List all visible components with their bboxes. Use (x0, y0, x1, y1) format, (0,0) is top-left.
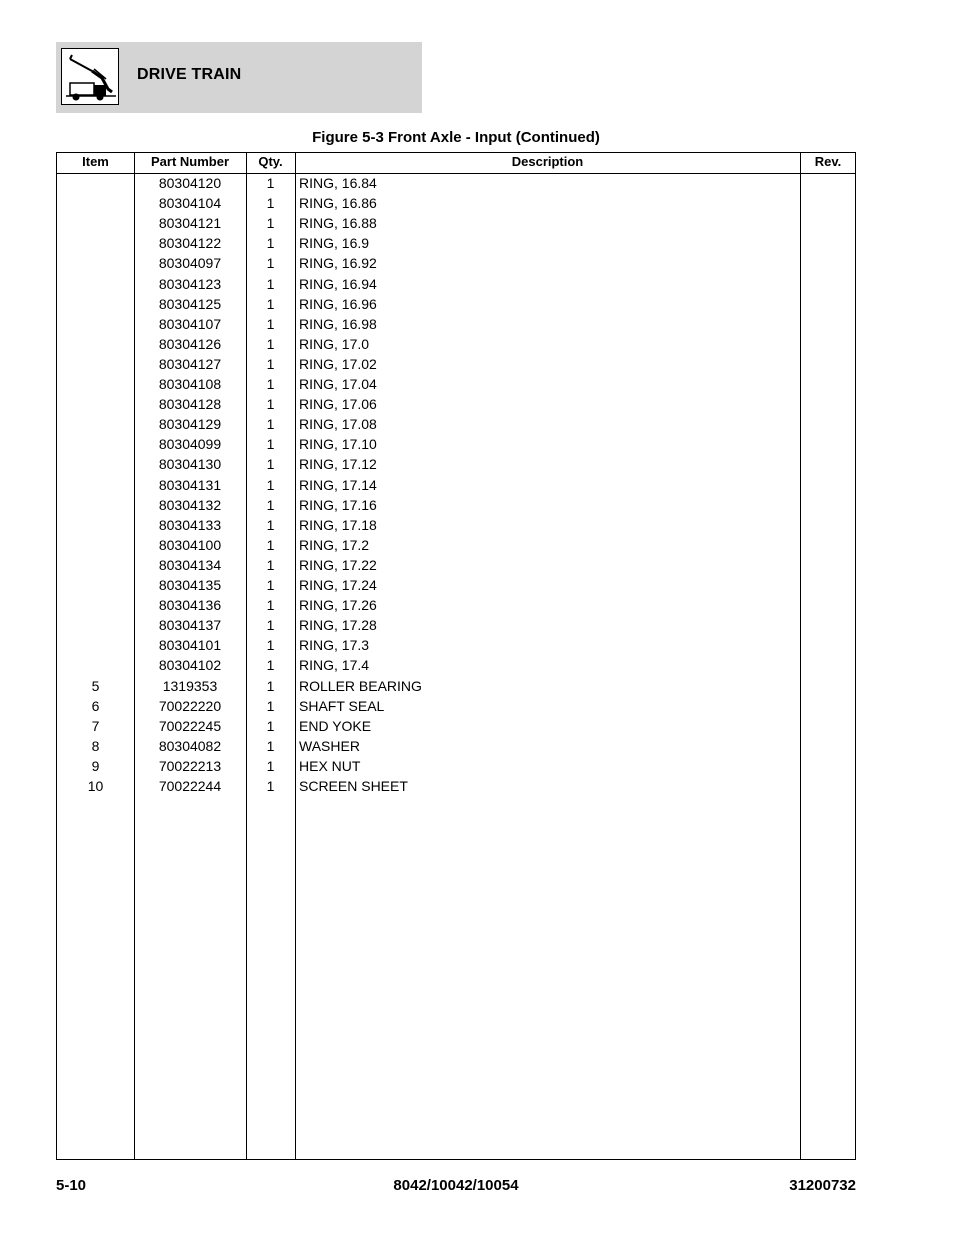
qty-cell: 1 (266, 376, 275, 392)
section-header (56, 42, 422, 113)
rev-cell (800, 575, 856, 595)
table-row (57, 615, 855, 635)
item-cell: 10 (87, 778, 104, 794)
description-cell: RING, 17.16 (299, 496, 377, 513)
table-row (57, 374, 855, 394)
item-cell (57, 655, 134, 675)
part-number-cell: 80304135 (158, 577, 222, 593)
description-cell: RING, 16.94 (299, 275, 377, 292)
description-cell: RING, 16.86 (299, 195, 377, 212)
qty-cell: 1 (266, 556, 275, 573)
part-number-cell: 80304131 (158, 476, 222, 493)
description-cell: RING, 16.98 (299, 315, 377, 332)
part-number-cell: 80304107 (158, 315, 222, 332)
rev-cell (800, 193, 856, 213)
part-number-cell: 80304120 (158, 175, 222, 191)
part-number-cell: 80304097 (158, 255, 222, 272)
item-cell (57, 294, 134, 314)
part-number-cell: 80304100 (158, 536, 222, 553)
item-cell (57, 213, 134, 233)
table-row (57, 394, 855, 414)
qty-cell: 1 (266, 335, 275, 352)
table-row (57, 515, 855, 535)
part-number-cell: 80304122 (158, 235, 222, 252)
table-row (57, 173, 855, 193)
table-row (57, 334, 855, 354)
description-cell: RING, 16.92 (299, 255, 377, 272)
rev-cell (800, 595, 856, 615)
rev-cell (800, 394, 856, 414)
page-number: 5-10 (56, 1177, 87, 1194)
table-row (57, 354, 855, 374)
item-cell: 9 (91, 757, 100, 774)
part-number-cell: 80304137 (158, 617, 222, 634)
item-cell (57, 434, 134, 454)
part-number-cell: 80304121 (158, 215, 222, 232)
item-cell (57, 555, 134, 575)
part-number-cell: 70022244 (158, 778, 222, 794)
rev-cell (800, 716, 856, 736)
table-row (57, 495, 855, 515)
qty-cell: 1 (266, 456, 275, 473)
item-cell (57, 394, 134, 414)
part-number-cell: 80304133 (158, 516, 222, 533)
part-number-cell: 80304127 (158, 355, 222, 372)
section-title: DRIVE TRAIN (137, 66, 242, 83)
item-cell (57, 615, 134, 635)
table-row (57, 575, 855, 595)
table-row (57, 555, 855, 575)
rev-cell (800, 314, 856, 334)
description-cell: RING, 17.24 (299, 577, 377, 593)
qty-cell: 1 (266, 315, 275, 332)
item-cell (57, 595, 134, 615)
description-cell: ROLLER BEARING (299, 677, 422, 694)
part-number-cell: 80304082 (158, 737, 222, 754)
rev-cell (800, 635, 856, 655)
rev-cell (800, 434, 856, 454)
table-row (57, 274, 855, 294)
part-number-cell: 80304099 (158, 436, 222, 453)
column-header-qty: Qty. (258, 154, 283, 169)
rev-cell (800, 173, 856, 193)
table-row (57, 454, 855, 474)
qty-cell: 1 (266, 416, 275, 433)
qty-cell: 1 (266, 597, 275, 614)
item-cell (57, 253, 134, 273)
rev-cell (800, 515, 856, 535)
column-header-description: Description (511, 154, 584, 169)
item-cell (57, 334, 134, 354)
description-cell: RING, 17.22 (299, 556, 377, 573)
qty-cell: 1 (266, 476, 275, 493)
part-number-cell: 80304129 (158, 416, 222, 433)
part-number-cell: 80304104 (158, 195, 222, 212)
item-cell: 8 (91, 737, 100, 754)
table-row (57, 716, 855, 736)
qty-cell: 1 (266, 436, 275, 453)
description-cell: RING, 17.28 (299, 617, 377, 634)
item-cell (57, 354, 134, 374)
item-cell (57, 635, 134, 655)
item-cell (57, 495, 134, 515)
description-cell: RING, 16.96 (299, 295, 377, 312)
rev-cell (800, 253, 856, 273)
rev-cell (800, 294, 856, 314)
description-cell: RING, 17.4 (299, 657, 370, 674)
item-cell (57, 193, 134, 213)
description-cell: RING, 17.02 (299, 355, 377, 372)
column-header-part-number: Part Number (150, 154, 230, 169)
description-cell: RING, 17.18 (299, 516, 377, 533)
rev-cell (800, 756, 856, 776)
table-row (57, 776, 855, 796)
description-cell: RING, 17.14 (299, 476, 377, 493)
description-cell: WASHER (299, 737, 360, 754)
table-row (57, 193, 855, 213)
qty-cell: 1 (266, 235, 275, 252)
description-cell: RING, 16.88 (299, 215, 377, 232)
item-cell (57, 314, 134, 334)
item-cell: 5 (91, 677, 100, 694)
rev-cell (800, 615, 856, 635)
description-cell: RING, 17.0 (299, 335, 370, 352)
description-cell: RING, 17.3 (299, 637, 370, 654)
boom-lift-icon (61, 48, 119, 105)
rev-cell (800, 475, 856, 495)
qty-cell: 1 (266, 757, 275, 774)
item-cell (57, 274, 134, 294)
part-number-cell: 70022213 (158, 757, 222, 774)
qty-cell: 1 (266, 496, 275, 513)
table-row (57, 655, 855, 675)
table-row (57, 696, 855, 716)
part-number-cell: 1319353 (162, 677, 218, 694)
part-number-cell: 80304126 (158, 335, 222, 352)
qty-cell: 1 (266, 677, 275, 694)
qty-cell: 1 (266, 215, 275, 232)
description-cell: RING, 17.04 (299, 376, 377, 392)
part-number-cell: 80304128 (158, 396, 222, 413)
qty-cell: 1 (266, 697, 275, 714)
item-cell (57, 414, 134, 434)
description-cell: RING, 17.08 (299, 416, 377, 433)
description-cell: RING, 16.84 (299, 175, 377, 191)
part-number-cell: 80304123 (158, 275, 222, 292)
description-cell: SHAFT SEAL (299, 697, 385, 714)
description-cell: RING, 17.2 (299, 536, 370, 553)
description-cell: RING, 17.06 (299, 396, 377, 413)
rev-cell (800, 495, 856, 515)
column-header-item: Item (82, 154, 109, 169)
table-row (57, 294, 855, 314)
rev-cell (800, 233, 856, 253)
model-numbers: 8042/10042/10054 (393, 1177, 519, 1194)
rev-cell (800, 676, 856, 696)
qty-cell: 1 (266, 778, 275, 794)
part-number-cell: 80304136 (158, 597, 222, 614)
part-number-cell: 80304134 (158, 556, 222, 573)
table-row (57, 475, 855, 495)
item-cell (57, 515, 134, 535)
qty-cell: 1 (266, 577, 275, 593)
description-cell: RING, 17.26 (299, 597, 377, 614)
qty-cell: 1 (266, 275, 275, 292)
qty-cell: 1 (266, 255, 275, 272)
rev-cell (800, 374, 856, 394)
table-row (57, 635, 855, 655)
qty-cell: 1 (266, 295, 275, 312)
qty-cell: 1 (266, 617, 275, 634)
rev-cell (800, 334, 856, 354)
table-row (57, 233, 855, 253)
qty-cell: 1 (266, 536, 275, 553)
rev-cell (800, 535, 856, 555)
column-header-rev: Rev. (814, 154, 842, 169)
rev-cell (800, 414, 856, 434)
rev-cell (800, 696, 856, 716)
item-cell: 6 (91, 697, 100, 714)
table-row (57, 676, 855, 696)
item-cell: 7 (91, 717, 100, 734)
table-row (57, 736, 855, 756)
parts-table (56, 152, 856, 1160)
item-cell (57, 535, 134, 555)
part-number-cell: 80304101 (158, 637, 222, 654)
qty-cell: 1 (266, 175, 275, 191)
table-row (57, 535, 855, 555)
item-cell (57, 475, 134, 495)
qty-cell: 1 (266, 516, 275, 533)
part-number-cell: 70022245 (158, 717, 222, 734)
rev-cell (800, 776, 856, 796)
qty-cell: 1 (266, 737, 275, 754)
part-number-cell: 80304102 (158, 657, 222, 674)
rev-cell (800, 555, 856, 575)
table-row (57, 213, 855, 233)
item-cell (57, 374, 134, 394)
rev-cell (800, 454, 856, 474)
part-number-cell: 80304108 (158, 376, 222, 392)
qty-cell: 1 (266, 195, 275, 212)
rev-cell (800, 274, 856, 294)
description-cell: END YOKE (299, 717, 372, 734)
table-row (57, 756, 855, 776)
qty-cell: 1 (266, 637, 275, 654)
qty-cell: 1 (266, 396, 275, 413)
description-cell: RING, 17.12 (299, 456, 377, 473)
table-row (57, 414, 855, 434)
description-cell: SCREEN SHEET (299, 778, 408, 794)
qty-cell: 1 (266, 355, 275, 372)
item-cell (57, 575, 134, 595)
part-number-cell: 70022220 (158, 697, 222, 714)
part-number-cell: 80304132 (158, 496, 222, 513)
part-number-cell: 80304125 (158, 295, 222, 312)
table-row (57, 434, 855, 454)
rev-cell (800, 655, 856, 675)
rev-cell (800, 354, 856, 374)
item-cell (57, 454, 134, 474)
rev-cell (800, 213, 856, 233)
figure-title: Figure 5-3 Front Axle - Input (Continued) (312, 129, 600, 146)
part-number-cell: 80304130 (158, 456, 222, 473)
qty-cell: 1 (266, 657, 275, 674)
item-cell (57, 233, 134, 253)
table-row (57, 314, 855, 334)
description-cell: HEX NUT (299, 757, 361, 774)
manual-number: 31200732 (789, 1177, 856, 1194)
description-cell: RING, 16.9 (299, 235, 370, 252)
item-cell (57, 173, 134, 193)
table-row (57, 253, 855, 273)
description-cell: RING, 17.10 (299, 436, 377, 453)
rev-cell (800, 736, 856, 756)
qty-cell: 1 (266, 717, 275, 734)
table-row (57, 595, 855, 615)
